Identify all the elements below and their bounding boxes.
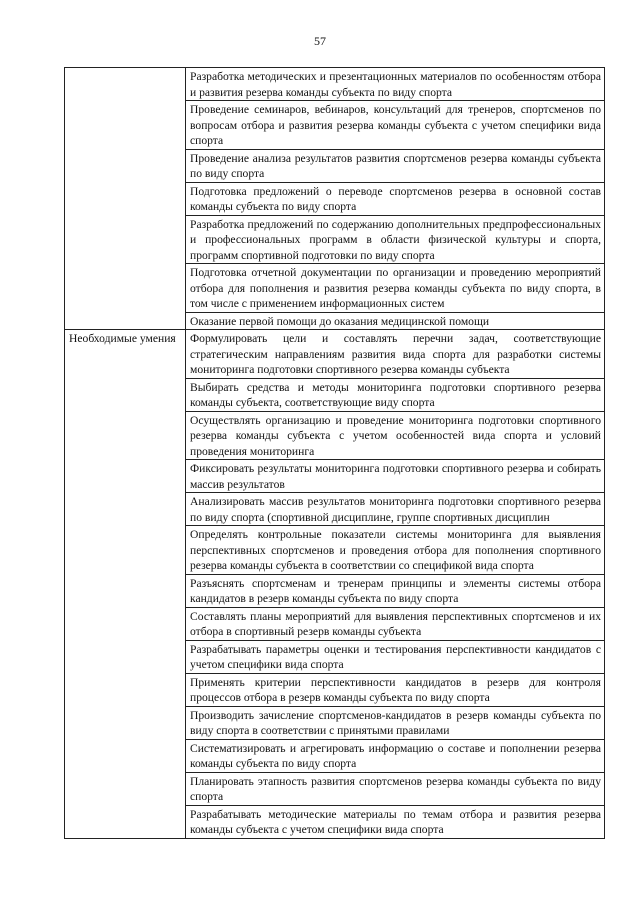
cell-text: Разработка предложений по содержанию дополнительных предпрофессиональных и профессиональных программ в области физической культуры и спорта, программ спортивной подготовки по виду спорта	[190, 217, 601, 262]
table-cell	[186, 673, 605, 706]
cell-text: Определять контрольные показатели системы мониторинга для выявления перспективных спортсменов и проведения отбора для пополнения спортивного резерва команды субъекта в соответствии со спецификой вида спорта	[190, 528, 601, 572]
row-label	[65, 68, 186, 330]
cell-text: Разработка методических и презентационных материалов по особенностям отбора и развития резерва команды субъекта по виду спорта	[190, 70, 601, 99]
table-cell	[186, 574, 605, 607]
table-cell	[186, 411, 605, 460]
competency-table	[64, 67, 605, 839]
table-cell	[186, 526, 605, 575]
table-cell	[186, 264, 605, 313]
table-cell	[186, 101, 605, 150]
table-row	[65, 330, 605, 379]
cell-text: Составлять планы мероприятий для выявления перспективных спортсменов и их отбора в спортивный резерв команды субъекта	[190, 609, 601, 638]
cell-text: Проведение семинаров, вебинаров, консультаций для тренеров, спортсменов по вопросам отбора и развития резерва команды субъекта с учетом специфики вида спорта	[190, 103, 601, 147]
cell-text: Подготовка отчетной документации по организации и проведению мероприятий отбора для пополнения и развития резерва команды субъекта по виду спорта, в том числе с применением информационных систем	[190, 266, 601, 310]
cell-text: Планировать этапность развития спортсменов резерва команды субъекта по виду спорта	[190, 774, 601, 803]
row-label-skills: Необходимые умения	[65, 330, 186, 839]
cell-text: Применять критерии перспективности кандидатов в резерв для контроля процессов отбора в резерв команды субъекта по виду спорта	[190, 675, 601, 704]
cell-text: Подготовка предложений о переводе спортсменов резерва в основной состав команды субъекта по виду спорта	[190, 184, 601, 213]
table-cell	[186, 640, 605, 673]
table-cell	[186, 215, 605, 264]
table-cell	[186, 805, 605, 838]
page-number: 57	[314, 34, 326, 48]
table-cell	[186, 68, 605, 101]
cell-text: Разъяснять спортсменам и тренерам принципы и элементы системы отбора кандидатов в резерв команды субъекта по виду спорта	[190, 576, 601, 605]
cell-text: Выбирать средства и методы мониторинга подготовки спортивного резерва команды субъекта, соответствующие виду спорта	[190, 380, 601, 409]
table-cell	[186, 149, 605, 182]
table-cell	[186, 607, 605, 640]
cell-text: Производить зачисление спортсменов-кандидатов в резерв команды субъекта по виду спорта в соответствии с принятыми правилами	[190, 708, 601, 737]
cell-text: Разрабатывать методические материалы по темам отбора и развития резерва команды субъекта с учетом специфики вида спорта	[190, 807, 601, 836]
table-cell	[186, 330, 605, 379]
table-cell	[186, 772, 605, 805]
cell-text: Проведение анализа результатов развития спортсменов резерва команды субъекта по виду спорта	[190, 151, 601, 180]
table-cell	[186, 460, 605, 493]
table-cell	[186, 182, 605, 215]
cell-text: Разрабатывать параметры оценки и тестирования перспективности кандидатов с учетом специфики вида спорта	[190, 642, 601, 671]
table-cell	[186, 739, 605, 772]
cell-text: Систематизировать и агрегировать информацию о составе и пополнении резерва команды субъекта по виду спорта	[190, 741, 601, 770]
table-cell	[186, 493, 605, 526]
table-cell	[186, 706, 605, 739]
table-cell	[186, 312, 605, 330]
cell-text: Осуществлять организацию и проведение мониторинга подготовки спортивного резерва команды субъекта с учетом особенностей вида спорта и условий проведения мониторинга	[190, 413, 601, 458]
table-row	[65, 68, 605, 101]
table-cell	[186, 378, 605, 411]
cell-text: Анализировать массив результатов мониторинга подготовки спортивного резерва по виду спорта (спортивной дисциплине, группе спортивных дисциплин	[190, 495, 601, 524]
cell-text: Фиксировать результаты мониторинга подготовки спортивного резерва и собирать массив результатов	[190, 462, 601, 491]
cell-text: Оказание первой помощи до оказания медицинской помощи	[190, 314, 490, 328]
cell-text: Формулировать цели и составлять перечни задач, соответствующие стратегическим направлениям развития вида спорта для разработки системы мониторинга подготовки спортивного резерва команды субъекта	[190, 332, 601, 376]
